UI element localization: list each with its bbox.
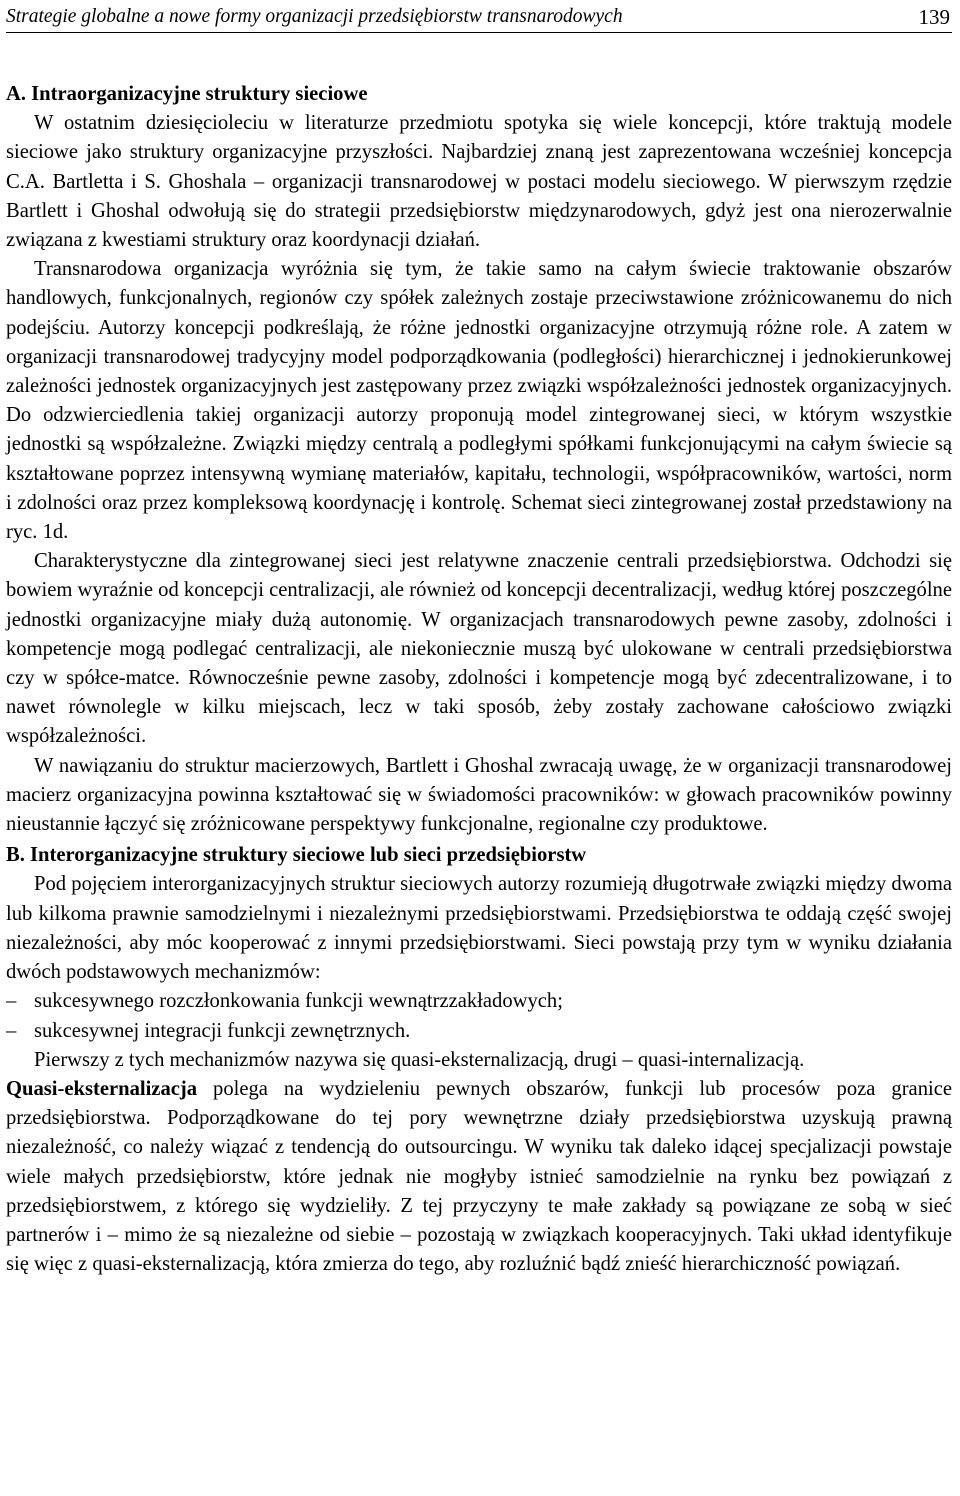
paragraph: W ostatnim dziesięcioleciu w literaturze przedmiotu spotyka się wiele koncepcji, które traktują modele sieciowe jako struktury organizacyjne przyszłości. Najbardziej znaną jest zaprezentowana wcześniej koncepcja C.A. Bartletta i S. Ghoshala – organizacji transnarodowej w postaci modelu sieciowego. W pierwszym rzędzie Bartlett i Ghoshal odwołują się do strategii przedsiębiorstw międzynarodowych, gdyż jest ona nierozerwalnie związana z kwestiami struktury oraz koordynacji działań. <box>6 112 952 252</box>
paragraph: Pierwszy z tych mechanizmów nazywa się quasi-eksternalizacją, drugi – quasi-internalizacją. <box>34 1048 805 1071</box>
list-item-text: sukcesywnego rozczłonkowania funkcji wewnątrzzakładowych; <box>34 990 563 1013</box>
paragraph: Transnarodowa organizacja wyróżnia się tym, że takie samo na całym świecie traktowanie obszarów handlowych, funkcjonalnych, regionów czy spółek zależnych zostaje przeciwstawione zróżnicowanemu do nich podejściu. Autorzy koncepcji podkreślają, że różne jednostki organizacyjne otrzymują różne role. A zatem w organizacji transnarodowej tradycyjny model podporządkowania (podległości) hierarchicznej i jednokierunkowej zależności jednostek organizacyjnych jest zastępowany przez związki współzależności jednostek organizacyjnych. Do odzwierciedlenia takiej organizacji autorzy proponują model zintegrowanej sieci, w którym wszystkie jednostki są współzależne. Związki między centralą a podległymi spółkami funkcjonującymi na całym świecie są kształtowane poprzez intensywną wymianę materiałów, kapitału, technologii, współpracowników, wartości, norm i zdolności oraz przez kompleksową koordynację i kontrolę. Schemat sieci zintegrowanej został przedstawiony na ryc. 1d. <box>6 258 952 544</box>
list-item <box>6 987 952 1016</box>
list-item <box>6 1017 952 1046</box>
defined-term: Quasi-eksternalizacja <box>6 1077 198 1100</box>
section-a-heading: A. Intraorganizacyjne struktury sieciowe <box>6 83 368 105</box>
paragraph: Charakterystyczne dla zintegrowanej sieci jest relatywne znaczenie centrali przedsiębiorstwa. Odchodzi się bowiem wyraźnie od koncepcji centralizacji, ale również od koncepcji decentralizacji, według której poszczególne jednostki organizacyjne miały dużą autonomię. W organizacjach transnarodowych pewne zasoby, zdolności i kompetencje mogą podlegać centralizacji, ale niekoniecznie muszą być ulokowane w centrali przedsiębiorstwa czy w spółce-matce. Równocześnie pewne zasoby, zdolności i kompetencje mogą być zdecentralizowane, i to nawet równolegle w kilku miejscach, lecz w taki sposób, żeby zostały zachowane całościowo związki współzależności. <box>6 550 952 748</box>
term-definition: polega na wydzieleniu pewnych obszarów, funkcji lub procesów poza granice przedsiębiorstwa. Podporządkowane do tej pory wewnętrzne działy przedsiębiorstwa uzyskują prawną niezależność, co należy wiązać z tendencją do outsourcingu. W wyniku tak daleko idącej specjalizacji powstaje wiele małych przedsiębiorstw, które jednak nie mogłyby istnieć samodzielnie na rynku bez powiązań z przedsiębiorstwem, z którego się wydzieliły. Z tej przyczyny te małe zakłady są powiązane ze sobą w sieć partnerów i – mimo że są niezależne od siebie – pozostają w związkach kooperacyjnych. Taki układ identyfikuje się więc z quasi-eksternalizacją, która zmierza do tego, aby rozluźnić bądź znieść hierarchiczność powiązań. <box>6 1077 952 1276</box>
list-dash: – <box>6 990 17 1013</box>
section-b-heading: B. Interorganizacyjne struktury sieciowe lub sieci przedsiębiorstw <box>6 844 587 867</box>
paragraph: W nawiązaniu do struktur macierzowych, Bartlett i Ghoshal zwracają uwagę, że w organizacji transnarodowej macierz organizacyjna powinna kształtować się w świadomości pracowników: w głowach pracowników powinny nieustannie łączyć się zróżnicowane perspektywy funkcjonalne, regionalne czy produktowe. <box>6 754 952 836</box>
list-item-text: sukcesywnej integracji funkcji zewnętrznych. <box>34 1019 411 1042</box>
page-number: 139 <box>918 5 950 29</box>
running-title: Strategie globalne a nowe formy organizacji przedsiębiorstw transnarodowych <box>6 6 623 27</box>
running-header <box>6 2 952 33</box>
list-dash: – <box>6 1019 17 1042</box>
document-body <box>6 80 952 1279</box>
paragraph <box>6 1075 952 1279</box>
paragraph: Pod pojęciem interorganizacyjnych struktur sieciowych autorzy rozumieją długotrwałe związki między dwoma lub kilkoma prawnie samodzielnymi i niezależnymi przedsiębiorstwami. Przedsiębiorstwa te oddają część swojej niezależności, aby móc kooperować z innymi przedsiębiorstwami. Sieci powstają przy tym w wyniku działania dwóch podstawowych mechanizmów: <box>6 873 952 984</box>
